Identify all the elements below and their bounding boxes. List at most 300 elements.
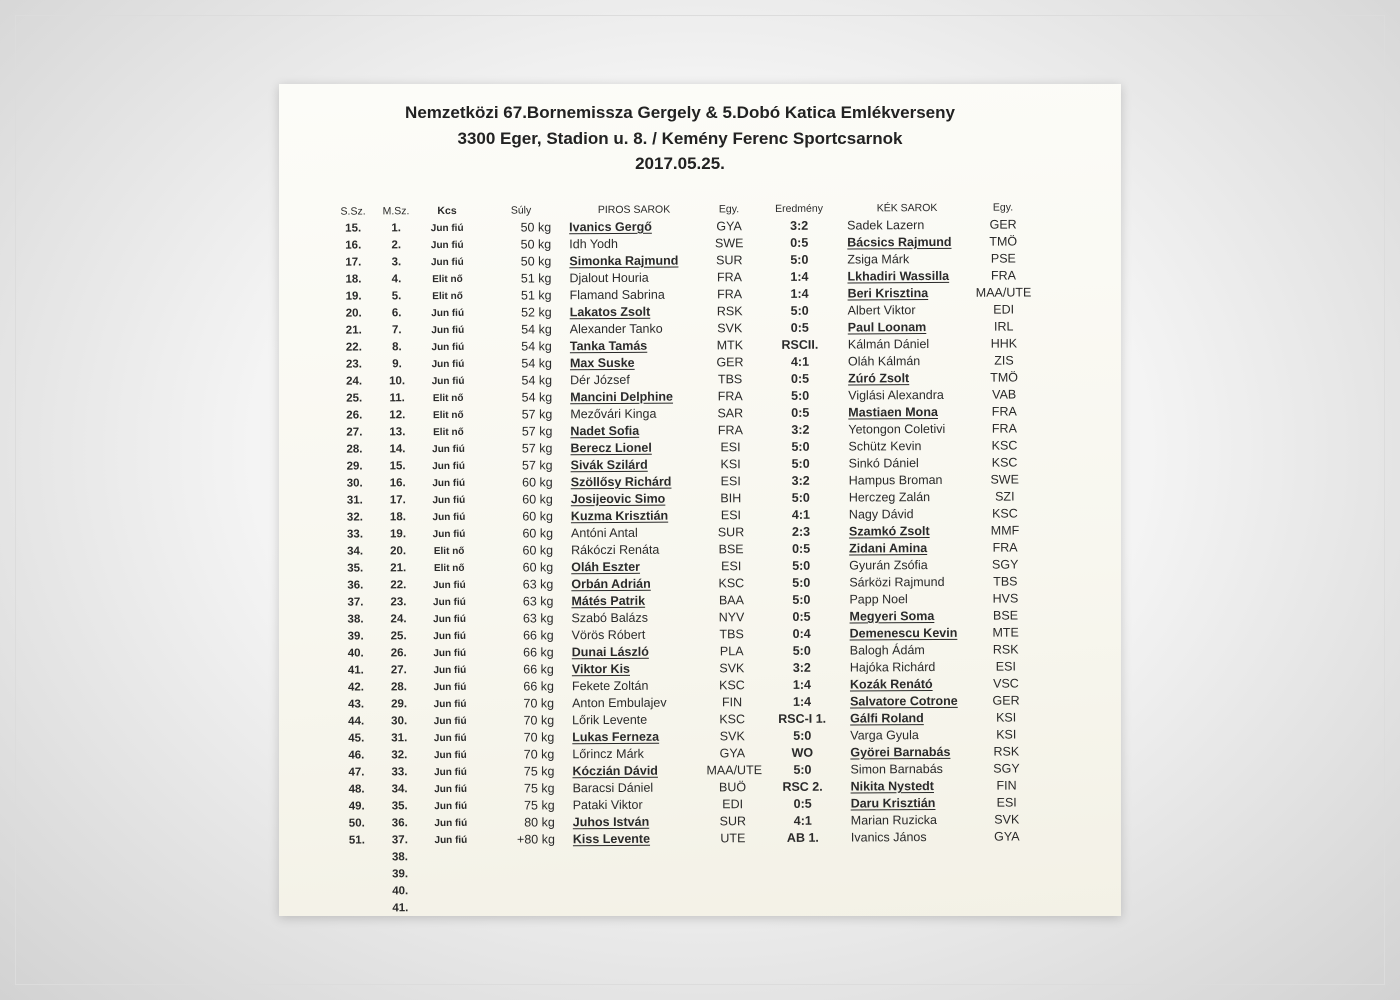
bout-category: Jun fiú xyxy=(430,222,464,235)
header-blue-club: Egy. xyxy=(992,201,1014,214)
bout-msz: 15. xyxy=(389,460,406,473)
red-corner-club: SWE xyxy=(714,236,744,251)
bout-weight: 70 kg xyxy=(523,696,555,711)
blue-corner-club: KSC xyxy=(992,506,1018,521)
blue-corner-club: SZI xyxy=(995,489,1015,504)
bout-msz: 20. xyxy=(390,545,407,558)
bout-ssz: 28. xyxy=(346,443,363,456)
bout-category: Jun fiú xyxy=(432,511,466,524)
red-corner-name: Nadet Sofia xyxy=(570,423,640,439)
blue-corner-club: VSC xyxy=(993,676,1019,691)
bout-weight: 51 kg xyxy=(520,288,552,303)
bout-msz: 34. xyxy=(391,783,408,796)
blue-corner-name: Albert Viktor xyxy=(847,303,916,318)
bout-ssz: 47. xyxy=(348,766,365,779)
bout-msz: 32. xyxy=(391,749,408,762)
bout-weight: 54 kg xyxy=(521,356,553,371)
blue-corner-name: Kozák Renátó xyxy=(849,677,933,692)
red-corner-name: Dér József xyxy=(570,372,630,388)
red-corner-name: Max Suske xyxy=(569,355,635,371)
red-corner-club: SVK xyxy=(719,729,745,744)
header-msz: M.Sz. xyxy=(382,205,410,218)
bout-msz: 37. xyxy=(391,834,408,847)
bout-ssz: 29. xyxy=(346,460,363,473)
blue-corner-name: Papp Noel xyxy=(849,592,908,607)
bout-category: Jun fiú xyxy=(432,443,465,456)
bout-msz: 21. xyxy=(390,562,407,575)
red-corner-name: Alexander Tanko xyxy=(569,321,663,337)
blue-corner-name: Yetongon Coletivi xyxy=(848,421,946,437)
bout-weight: 63 kg xyxy=(522,594,554,609)
red-corner-name: Pataki Viktor xyxy=(572,797,643,813)
bout-msz: 5. xyxy=(391,290,402,303)
bout-msz: 31. xyxy=(391,732,408,745)
blue-corner-name: Oláh Kálmán xyxy=(847,354,921,369)
bout-msz: 33. xyxy=(391,766,408,779)
red-corner-name: Mezővári Kinga xyxy=(570,406,657,422)
red-corner-club: TBS xyxy=(719,627,744,642)
bout-ssz: 50. xyxy=(348,817,365,830)
blue-corner-name: Megyeri Soma xyxy=(849,609,935,624)
blue-corner-club: GER xyxy=(989,217,1017,232)
bout-msz: 19. xyxy=(389,528,407,541)
bout-weight: 60 kg xyxy=(522,475,553,490)
red-corner-name: Mátés Patrik xyxy=(571,593,646,609)
bout-weight: 70 kg xyxy=(523,713,555,728)
blue-corner-name: Zidani Amina xyxy=(849,541,928,556)
bout-category: Jun fiú xyxy=(433,613,466,626)
blue-corner-name: Marian Ruzicka xyxy=(850,812,937,828)
bout-msz: 26. xyxy=(390,647,407,660)
bout-category: Jun fiú xyxy=(433,647,467,660)
bout-msz: 8. xyxy=(392,341,402,354)
document-title: Nemzetközi 67.Bornemissza Gergely & 5.Dobó Katica Emlékverseny xyxy=(405,103,955,122)
bout-weight: 60 kg xyxy=(522,492,553,507)
red-corner-club: MTK xyxy=(716,338,744,353)
blue-corner-name: Hajóka Richárd xyxy=(849,659,936,675)
bout-result: 1:4 xyxy=(790,286,809,301)
bout-weight: 60 kg xyxy=(522,560,554,575)
bout-ssz: 46. xyxy=(348,749,365,762)
blue-corner-club: MMF xyxy=(990,523,1020,538)
blue-corner-club: SGY xyxy=(993,761,1020,776)
red-corner-club: NYV xyxy=(718,610,745,625)
bout-ssz: 27. xyxy=(346,426,363,439)
bout-category: Jun fiú xyxy=(434,817,468,830)
bout-category: Jun fiú xyxy=(433,749,467,762)
red-corner-club: SAR xyxy=(717,406,744,421)
bout-result: 0:5 xyxy=(790,320,809,335)
bout-result: 3:2 xyxy=(790,218,809,233)
bout-result: 5:0 xyxy=(792,643,811,658)
blue-corner-club: GER xyxy=(992,693,1020,708)
red-corner-name: Dunai László xyxy=(571,644,649,660)
blue-corner-club: FRA xyxy=(992,540,1018,555)
red-corner-name: Lakatos Zsolt xyxy=(569,304,651,320)
bout-weight: 54 kg xyxy=(521,373,553,388)
bout-weight: 51 kg xyxy=(520,271,552,286)
blue-corner-name: Szamkó Zsolt xyxy=(848,524,930,539)
bout-ssz: 36. xyxy=(347,579,364,592)
red-corner-club: SVK xyxy=(719,661,745,676)
bout-result: 5:0 xyxy=(790,252,809,267)
blue-corner-club: FRA xyxy=(990,268,1016,283)
red-corner-club: FRA xyxy=(716,270,742,285)
header-blue-corner: KÉK SAROK xyxy=(876,201,938,215)
bout-result: 3:2 xyxy=(791,422,810,437)
bout-weight: 54 kg xyxy=(521,339,552,354)
blue-corner-name: Lkhadiri Wassilla xyxy=(847,268,950,284)
blue-corner-club: KSI xyxy=(996,710,1017,725)
bout-category: Jun fiú xyxy=(434,783,468,796)
red-corner-name: Rákóczi Renáta xyxy=(571,542,660,558)
bout-weight: 80 kg xyxy=(524,815,555,830)
blue-corner-name: Salvatore Cotrone xyxy=(850,693,958,709)
bout-result: 0:5 xyxy=(790,371,810,386)
red-corner-club: ESI xyxy=(720,440,741,455)
red-corner-club: FRA xyxy=(717,287,743,302)
bout-result: 5:0 xyxy=(793,762,812,777)
red-corner-club: BUÖ xyxy=(718,780,747,795)
blue-corner-name: Schütz Kevin xyxy=(848,439,922,454)
blue-corner-club: ESI xyxy=(996,795,1017,810)
red-corner-name: Flamand Sabrina xyxy=(569,287,665,303)
bout-weight: 60 kg xyxy=(522,543,554,558)
blue-corner-name: Varga Gyula xyxy=(850,728,919,743)
blue-corner-club: KSC xyxy=(991,455,1018,470)
blue-corner-name: Beri Krisztina xyxy=(847,286,929,301)
blue-corner-name: Zúró Zsolt xyxy=(848,371,910,386)
red-corner-club: SUR xyxy=(716,253,743,268)
bout-ssz: 42. xyxy=(347,681,364,694)
bout-msz: 14. xyxy=(389,443,406,456)
red-corner-club: KSC xyxy=(719,712,746,727)
blue-corner-name: Bácsics Rajmund xyxy=(847,234,952,250)
bout-category: Jun fiú xyxy=(433,630,467,643)
red-corner-name: Sivák Szilárd xyxy=(570,457,648,473)
blue-corner-name: Sinkó Dániel xyxy=(848,456,919,471)
bout-category: Jun fiú xyxy=(431,358,465,371)
bout-category: Jun fiú xyxy=(434,800,468,813)
bout-result: 0:4 xyxy=(792,626,811,641)
bout-weight: 54 kg xyxy=(521,322,552,337)
bout-ssz: 16. xyxy=(345,239,362,252)
red-corner-club: ESI xyxy=(720,508,742,523)
bout-msz: 23. xyxy=(390,596,407,609)
blue-corner-club: FRA xyxy=(991,421,1017,436)
bout-msz: 11. xyxy=(389,392,405,405)
bout-result: 2:3 xyxy=(791,524,811,539)
bout-table xyxy=(279,199,1121,916)
bout-category: Jun fiú xyxy=(434,834,468,847)
bout-msz: 22. xyxy=(390,579,407,592)
blue-corner-club: RSK xyxy=(992,642,1019,657)
bout-ssz: 44. xyxy=(348,715,365,728)
bout-ssz: 19. xyxy=(345,290,362,303)
bout-msz: 39. xyxy=(392,868,409,881)
bout-result: 5:0 xyxy=(790,303,809,318)
bout-ssz: 35. xyxy=(347,562,364,575)
red-corner-club: GER xyxy=(716,355,744,370)
red-corner-name: Anton Embulajev xyxy=(572,695,667,711)
bout-category: Jun fiú xyxy=(431,324,465,337)
bout-ssz: 15. xyxy=(345,222,362,235)
bout-ssz: 18. xyxy=(345,273,362,286)
blue-corner-club: EDI xyxy=(993,302,1015,317)
blue-corner-name: Ivanics János xyxy=(850,830,927,845)
bout-result: WO xyxy=(791,745,814,760)
red-corner-club: PLA xyxy=(719,644,744,659)
bout-weight: 70 kg xyxy=(523,747,555,762)
blue-corner-club: HHK xyxy=(990,336,1018,351)
bout-category: Jun fiú xyxy=(431,375,465,388)
bout-result: 0:5 xyxy=(791,405,810,420)
bout-category: Elit nő xyxy=(433,426,464,439)
bout-result: 5:0 xyxy=(792,558,811,573)
bout-msz: 13. xyxy=(389,426,406,439)
bout-result: 1:4 xyxy=(792,694,812,709)
red-corner-name: Lőrincz Márk xyxy=(572,746,644,762)
red-corner-name: Simonka Rajmund xyxy=(569,253,679,269)
red-corner-name: Orbán Adrián xyxy=(571,576,651,592)
bout-ssz: 20. xyxy=(345,307,362,320)
bout-msz: 41. xyxy=(392,902,409,915)
red-corner-name: Kóczián Dávid xyxy=(572,763,658,779)
red-corner-club: ESI xyxy=(721,559,742,574)
bout-category: Jun fiú xyxy=(431,341,465,354)
bout-result: 3:2 xyxy=(792,660,811,675)
bout-ssz: 41. xyxy=(347,664,364,677)
bout-category: Jun fiú xyxy=(432,494,466,507)
bout-result: 5:0 xyxy=(792,592,811,607)
bout-result: 0:5 xyxy=(793,796,812,811)
bout-msz: 25. xyxy=(390,630,407,643)
blue-corner-name: Györei Barnabás xyxy=(850,744,951,760)
bout-weight: +80 kg xyxy=(516,832,555,847)
bout-result: 0:5 xyxy=(792,609,811,624)
red-corner-club: GYA xyxy=(716,219,742,234)
bout-weight: 63 kg xyxy=(522,577,554,592)
red-corner-club: ESI xyxy=(720,474,741,489)
bout-msz: 27. xyxy=(390,664,407,677)
bout-ssz: 43. xyxy=(348,698,365,711)
red-corner-name: Kuzma Krisztián xyxy=(570,508,669,524)
bout-msz: 36. xyxy=(391,817,408,830)
document-venue: 3300 Eger, Stadion u. 8. / Kemény Ferenc Sportcsarnok xyxy=(457,129,903,148)
blue-corner-club: TMÖ xyxy=(989,234,1018,249)
blue-corner-club: MTE xyxy=(992,625,1019,640)
red-corner-name: Lőrik Levente xyxy=(572,712,648,728)
bout-ssz: 23. xyxy=(345,358,363,371)
bout-category: Jun fiú xyxy=(432,579,466,592)
bout-msz: 10. xyxy=(389,375,406,388)
blue-corner-name: Daru Krisztián xyxy=(850,796,936,811)
red-corner-club: BSE xyxy=(718,542,744,557)
bout-ssz: 22. xyxy=(345,341,362,354)
blue-corner-name: Gálfi Roland xyxy=(850,711,924,726)
bout-msz: 9. xyxy=(392,358,402,371)
bout-msz: 38. xyxy=(391,851,409,864)
bout-result: 5:0 xyxy=(791,388,810,403)
bout-ssz: 26. xyxy=(346,409,363,422)
bout-weight: 57 kg xyxy=(521,441,553,456)
bout-category: Jun fiú xyxy=(432,528,466,541)
bout-category: Jun fiú xyxy=(433,681,467,694)
red-corner-club: SVK xyxy=(717,321,743,336)
blue-corner-club: HVS xyxy=(992,591,1019,606)
red-corner-club: SUR xyxy=(719,814,747,829)
bout-ssz: 45. xyxy=(348,732,365,745)
bout-weight: 57 kg xyxy=(521,458,553,473)
bout-weight: 75 kg xyxy=(524,798,555,813)
bout-weight: 66 kg xyxy=(523,679,554,694)
red-corner-club: SUR xyxy=(717,525,745,540)
blue-corner-name: Mastiaen Mona xyxy=(848,404,938,420)
red-corner-name: Kiss Levente xyxy=(572,831,651,847)
red-corner-name: Josijeovic Simo xyxy=(570,491,666,507)
header-red-corner: PIROS SAROK xyxy=(597,203,671,217)
red-corner-club: FRA xyxy=(717,423,743,438)
bout-category: Jun fiú xyxy=(430,256,464,269)
blue-corner-club: TMÖ xyxy=(990,370,1019,385)
header-red-club: Egy. xyxy=(718,203,740,216)
bout-ssz: 38. xyxy=(347,613,364,626)
bout-ssz: 40. xyxy=(347,647,364,660)
bout-ssz: 51. xyxy=(348,834,365,847)
blue-corner-name: Sadek Lazern xyxy=(847,218,925,233)
bout-ssz: 39. xyxy=(347,630,364,643)
bout-ssz: 30. xyxy=(346,477,363,490)
bout-weight: 60 kg xyxy=(522,526,554,541)
red-corner-name: Fekete Zoltán xyxy=(571,678,649,694)
blue-corner-club: SVK xyxy=(994,812,1020,827)
blue-corner-name: Paul Loonam xyxy=(847,320,927,335)
red-corner-name: Djalout Houria xyxy=(569,270,649,286)
header-result: Eredmény xyxy=(775,202,823,215)
bout-weight: 57 kg xyxy=(521,407,553,422)
blue-corner-name: Balogh Ádám xyxy=(849,643,925,658)
red-corner-name: Baracsi Dániel xyxy=(572,780,654,796)
bout-result: 0:5 xyxy=(792,541,811,556)
bout-result: 5:0 xyxy=(791,490,810,505)
red-corner-name: Szabó Balázs xyxy=(571,610,649,626)
bout-msz: 40. xyxy=(392,885,409,898)
blue-corner-club: GYA xyxy=(994,829,1020,844)
bout-category: Jun fiú xyxy=(431,307,465,320)
header-ssz: S.Sz. xyxy=(340,205,366,218)
blue-corner-name: Viglási Alexandra xyxy=(848,387,944,403)
bout-msz: 30. xyxy=(391,715,408,728)
blue-corner-club: SGY xyxy=(991,557,1019,572)
bout-result: 1:4 xyxy=(790,269,809,284)
bout-result: 5:0 xyxy=(791,439,810,454)
bout-msz: 17. xyxy=(389,494,406,507)
bout-result: 0:5 xyxy=(790,235,809,250)
bout-ssz: 49. xyxy=(348,800,365,813)
blue-corner-club: ESI xyxy=(995,659,1016,674)
red-corner-club: UTE xyxy=(720,831,746,846)
bout-weight: 54 kg xyxy=(521,390,553,405)
bout-result: RSCII. xyxy=(781,337,819,352)
red-corner-name: Idh Yodh xyxy=(569,236,618,252)
red-corner-name: Viktor Kis xyxy=(571,661,631,677)
blue-corner-club: PSE xyxy=(990,251,1016,266)
bout-category: Elit nő xyxy=(432,392,464,405)
bout-ssz: 32. xyxy=(346,511,363,524)
bout-msz: 3. xyxy=(391,256,402,269)
bout-category: Jun fiú xyxy=(434,766,467,779)
blue-corner-club: FIN xyxy=(996,778,1017,793)
bout-category: Elit nő xyxy=(432,273,463,286)
red-corner-name: Berecz Lionel xyxy=(570,440,652,456)
blue-corner-name: Demenescu Kevin xyxy=(849,625,958,641)
bout-weight: 63 kg xyxy=(522,611,554,626)
bout-weight: 60 kg xyxy=(522,509,553,524)
bout-msz: 24. xyxy=(390,613,407,626)
bout-result: 4:1 xyxy=(793,813,812,828)
bout-msz: 6. xyxy=(391,307,402,320)
bout-ssz: 31. xyxy=(346,494,363,507)
bout-msz: 1. xyxy=(391,222,401,235)
blue-corner-club: KSI xyxy=(996,727,1017,742)
bout-ssz: 48. xyxy=(348,783,365,796)
bout-result: AB 1. xyxy=(786,830,819,845)
blue-corner-name: Kálmán Dániel xyxy=(847,337,930,352)
header-suly: Súly xyxy=(510,204,532,217)
red-corner-club: BIH xyxy=(720,491,742,506)
blue-corner-name: Nikita Nystedt xyxy=(850,779,934,794)
red-corner-club: RSK xyxy=(716,304,743,319)
bout-weight: 70 kg xyxy=(523,730,555,745)
bout-ssz: 34. xyxy=(347,545,364,558)
header-kcs: Kcs xyxy=(437,204,457,218)
blue-corner-club: KSC xyxy=(991,438,1018,453)
bout-category: Jun fiú xyxy=(433,698,467,711)
bout-msz: 16. xyxy=(389,477,406,490)
bout-weight: 50 kg xyxy=(520,220,552,235)
red-corner-club: KSC xyxy=(719,678,745,693)
bout-ssz: 21. xyxy=(345,324,362,337)
red-corner-club: FIN xyxy=(721,695,743,710)
blue-corner-club: FRA xyxy=(991,404,1017,419)
bout-ssz: 37. xyxy=(347,596,364,609)
blue-corner-name: Herczeg Zalán xyxy=(848,490,931,505)
bout-category: Elit nő xyxy=(432,290,463,303)
red-corner-name: Szöllősy Richárd xyxy=(570,474,672,490)
red-corner-name: Oláh Eszter xyxy=(571,559,641,575)
blue-corner-name: Simon Barnabás xyxy=(850,761,943,777)
bout-weight: 66 kg xyxy=(523,628,554,643)
blue-corner-club: VAB xyxy=(992,387,1017,402)
bout-weight: 50 kg xyxy=(520,237,552,252)
document-date: 2017.05.25. xyxy=(635,154,725,173)
bout-result: 5:0 xyxy=(792,575,811,590)
red-corner-name: Antóni Antal xyxy=(570,525,638,541)
bout-result: 4:1 xyxy=(791,507,810,522)
blue-corner-name: Nagy Dávid xyxy=(848,507,914,522)
bout-category: Jun fiú xyxy=(433,732,467,745)
blue-corner-club: ZIS xyxy=(994,353,1014,368)
bout-category: Elit nő xyxy=(433,562,465,575)
bout-weight: 50 kg xyxy=(520,254,552,269)
blue-corner-club: IRL xyxy=(993,319,1014,334)
bout-weight: 66 kg xyxy=(523,662,554,677)
blue-corner-club: MAA/UTE xyxy=(975,285,1032,300)
blue-corner-name: Zsiga Márk xyxy=(847,252,910,267)
bout-ssz: 33. xyxy=(346,528,364,541)
bout-result: 5:0 xyxy=(791,456,810,471)
bout-weight: 75 kg xyxy=(523,764,555,779)
